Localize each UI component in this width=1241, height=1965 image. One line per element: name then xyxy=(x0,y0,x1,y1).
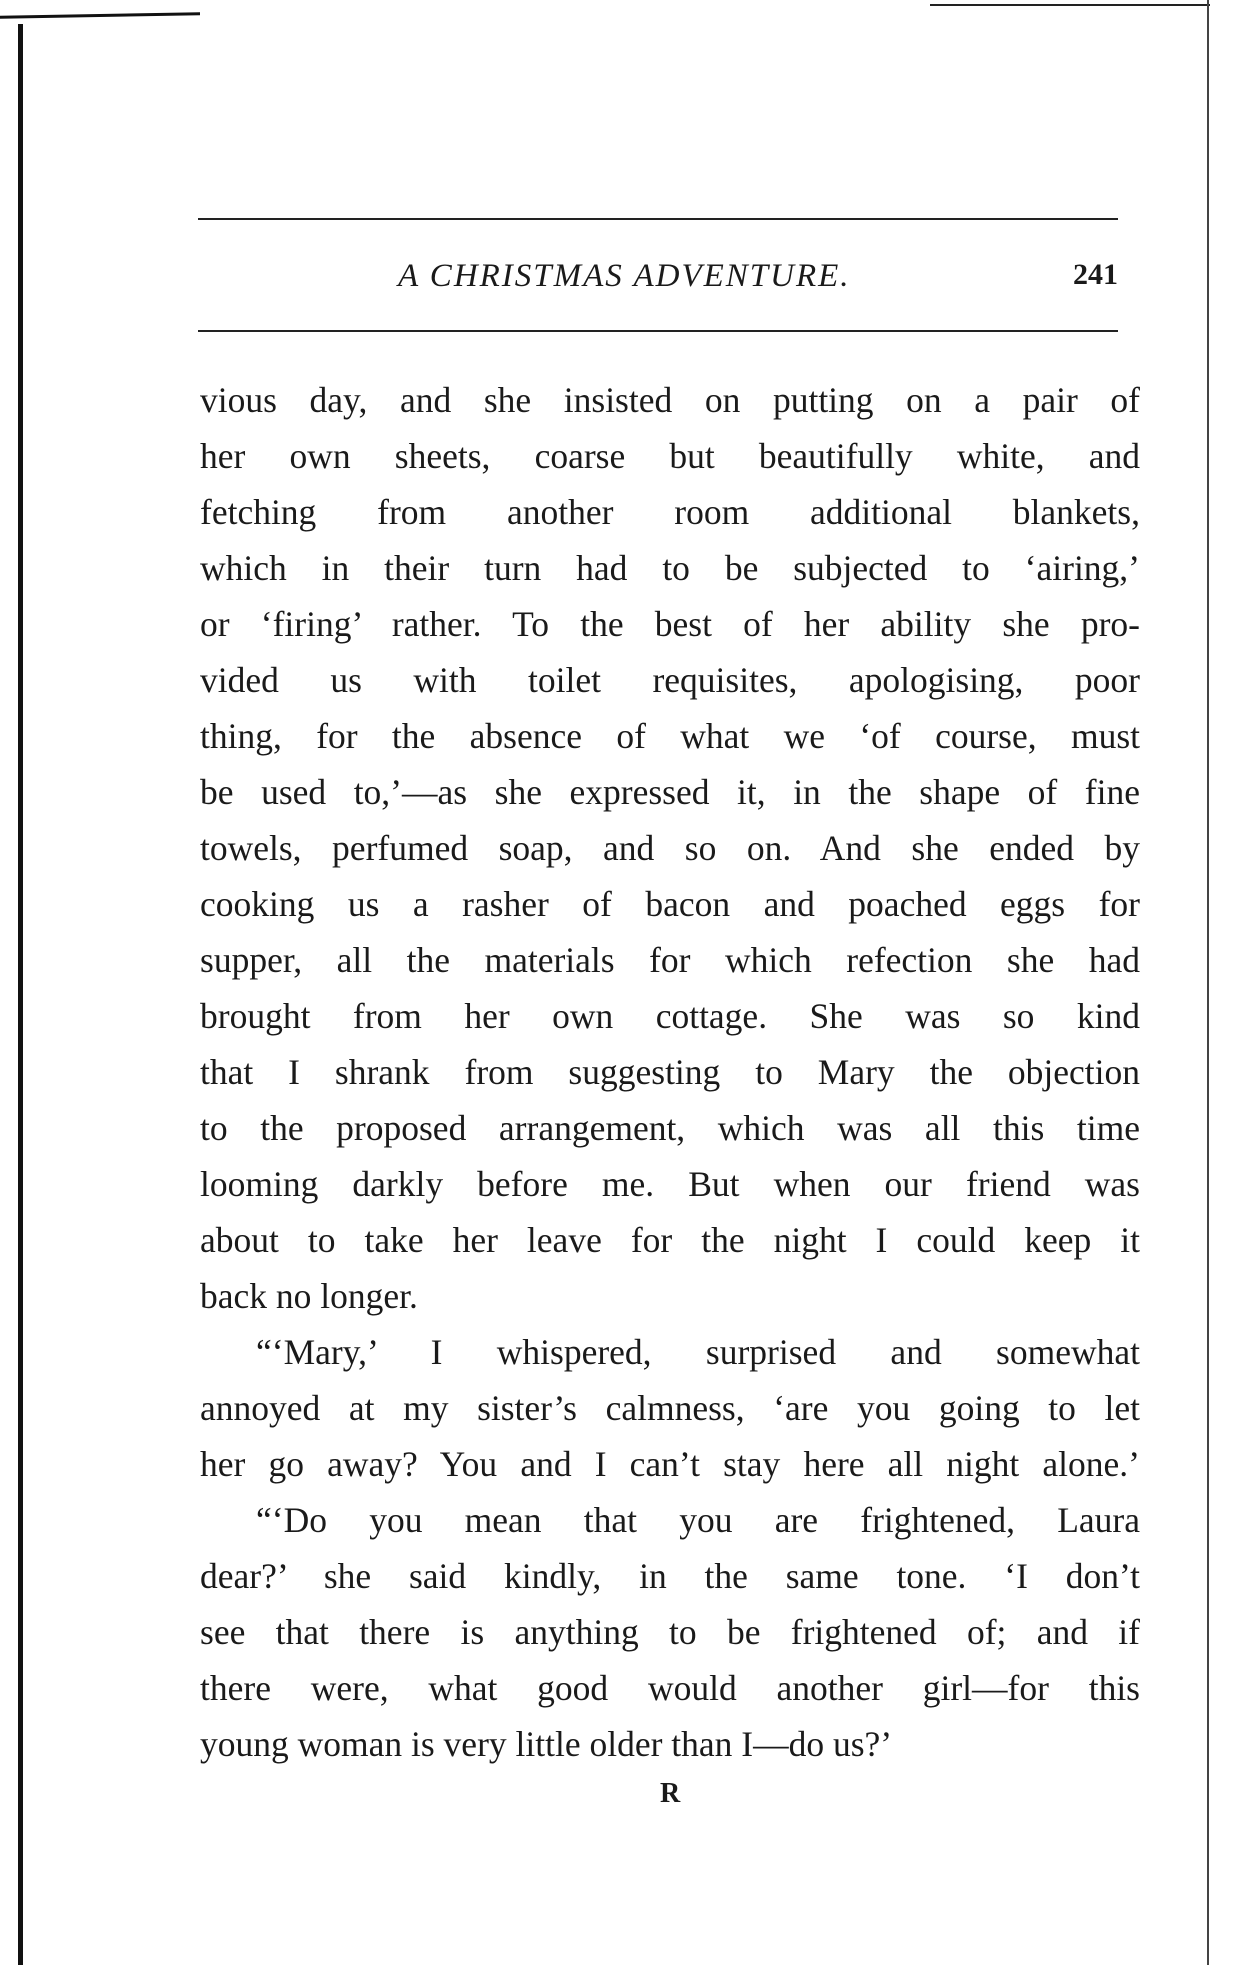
text-line: supper, all the materials for which refection she had xyxy=(200,940,1140,980)
text-line: annoyed at my sister’s calmness, ‘are you going to let xyxy=(200,1388,1140,1428)
text-line: brought from her own cottage. She was so kind xyxy=(200,996,1140,1036)
text-line: back no longer. xyxy=(200,1276,418,1316)
text-line: to the proposed arrangement, which was all this time xyxy=(200,1108,1140,1148)
text-line: or ‘firing’ rather. To the best of her ability she pro- xyxy=(200,604,1140,644)
binding-edge-line xyxy=(18,24,23,1965)
signature-mark: R xyxy=(660,1778,681,1809)
text-line: towels, perfumed soap, and so on. And she ended by xyxy=(200,828,1140,868)
text-line: see that there is anything to be frightened of; and if xyxy=(200,1612,1140,1652)
text-line: about to take her leave for the night I could keep it xyxy=(200,1220,1140,1260)
text-line: vious day, and she insisted on putting on a pair of xyxy=(200,380,1140,420)
text-line: looming darkly before me. But when our friend was xyxy=(200,1164,1140,1204)
scan-edge-mark xyxy=(930,4,1210,6)
body-text xyxy=(200,372,1140,1772)
text-line: her own sheets, coarse but beautifully white, and xyxy=(200,436,1140,476)
running-title: A CHRISTMAS ADVENTURE. xyxy=(398,258,851,294)
page-edge-line xyxy=(1207,0,1209,1965)
page-number: 241 xyxy=(1073,258,1118,291)
text-line: dear?’ she said kindly, in the same tone. ‘I don’t xyxy=(200,1556,1140,1596)
text-line: “‘Mary,’ I whispered, surprised and somewhat xyxy=(256,1332,1140,1372)
text-line: fetching from another room additional blankets, xyxy=(200,492,1140,532)
scan-edge-mark xyxy=(0,12,200,18)
text-line: her go away? You and I can’t stay here all night alone.’ xyxy=(200,1444,1140,1484)
text-line: that I shrank from suggesting to Mary the objection xyxy=(200,1052,1140,1092)
header-rule-top xyxy=(198,218,1118,220)
text-line: young woman is very little older than I—do us?’ xyxy=(200,1724,893,1764)
text-line: vided us with toilet requisites, apologising, poor xyxy=(200,660,1140,700)
text-line: which in their turn had to be subjected to ‘airing,’ xyxy=(200,548,1140,588)
text-line: thing, for the absence of what we ‘of course, must xyxy=(200,716,1140,756)
text-line: there were, what good would another girl—for this xyxy=(200,1668,1140,1708)
running-header xyxy=(198,258,1118,302)
text-line: cooking us a rasher of bacon and poached eggs for xyxy=(200,884,1140,924)
text-line: be used to,’—as she expressed it, in the shape of fine xyxy=(200,772,1140,812)
text-line: “‘Do you mean that you are frightened, Laura xyxy=(256,1500,1140,1540)
header-rule-bottom xyxy=(198,330,1118,332)
